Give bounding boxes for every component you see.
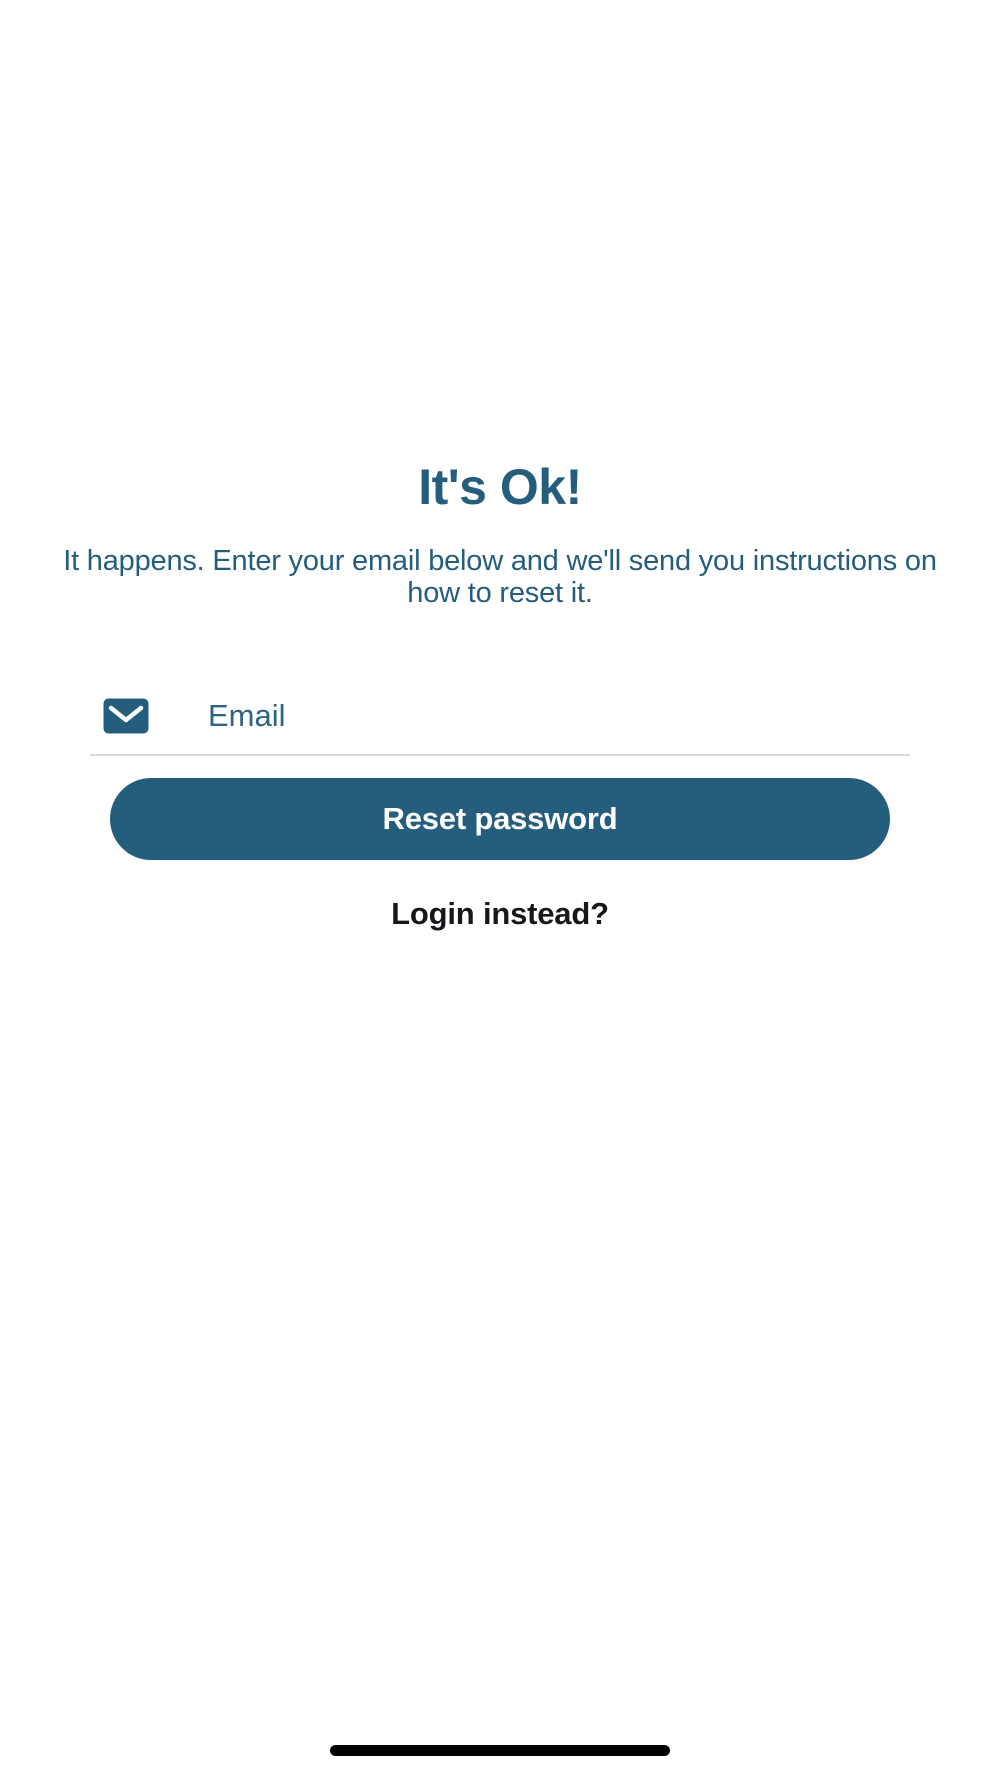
page-title: It's Ok! <box>418 459 582 515</box>
page-subtitle: It happens. Enter your email below and we'll send you instructions on how to reset it. <box>63 545 937 610</box>
reset-password-button[interactable]: Reset password <box>110 778 890 860</box>
email-field-row[interactable] <box>90 678 910 756</box>
mail-icon <box>102 697 150 735</box>
email-input[interactable] <box>208 691 910 741</box>
home-indicator[interactable] <box>330 1745 670 1756</box>
login-instead-link[interactable]: Login instead? <box>391 895 609 931</box>
